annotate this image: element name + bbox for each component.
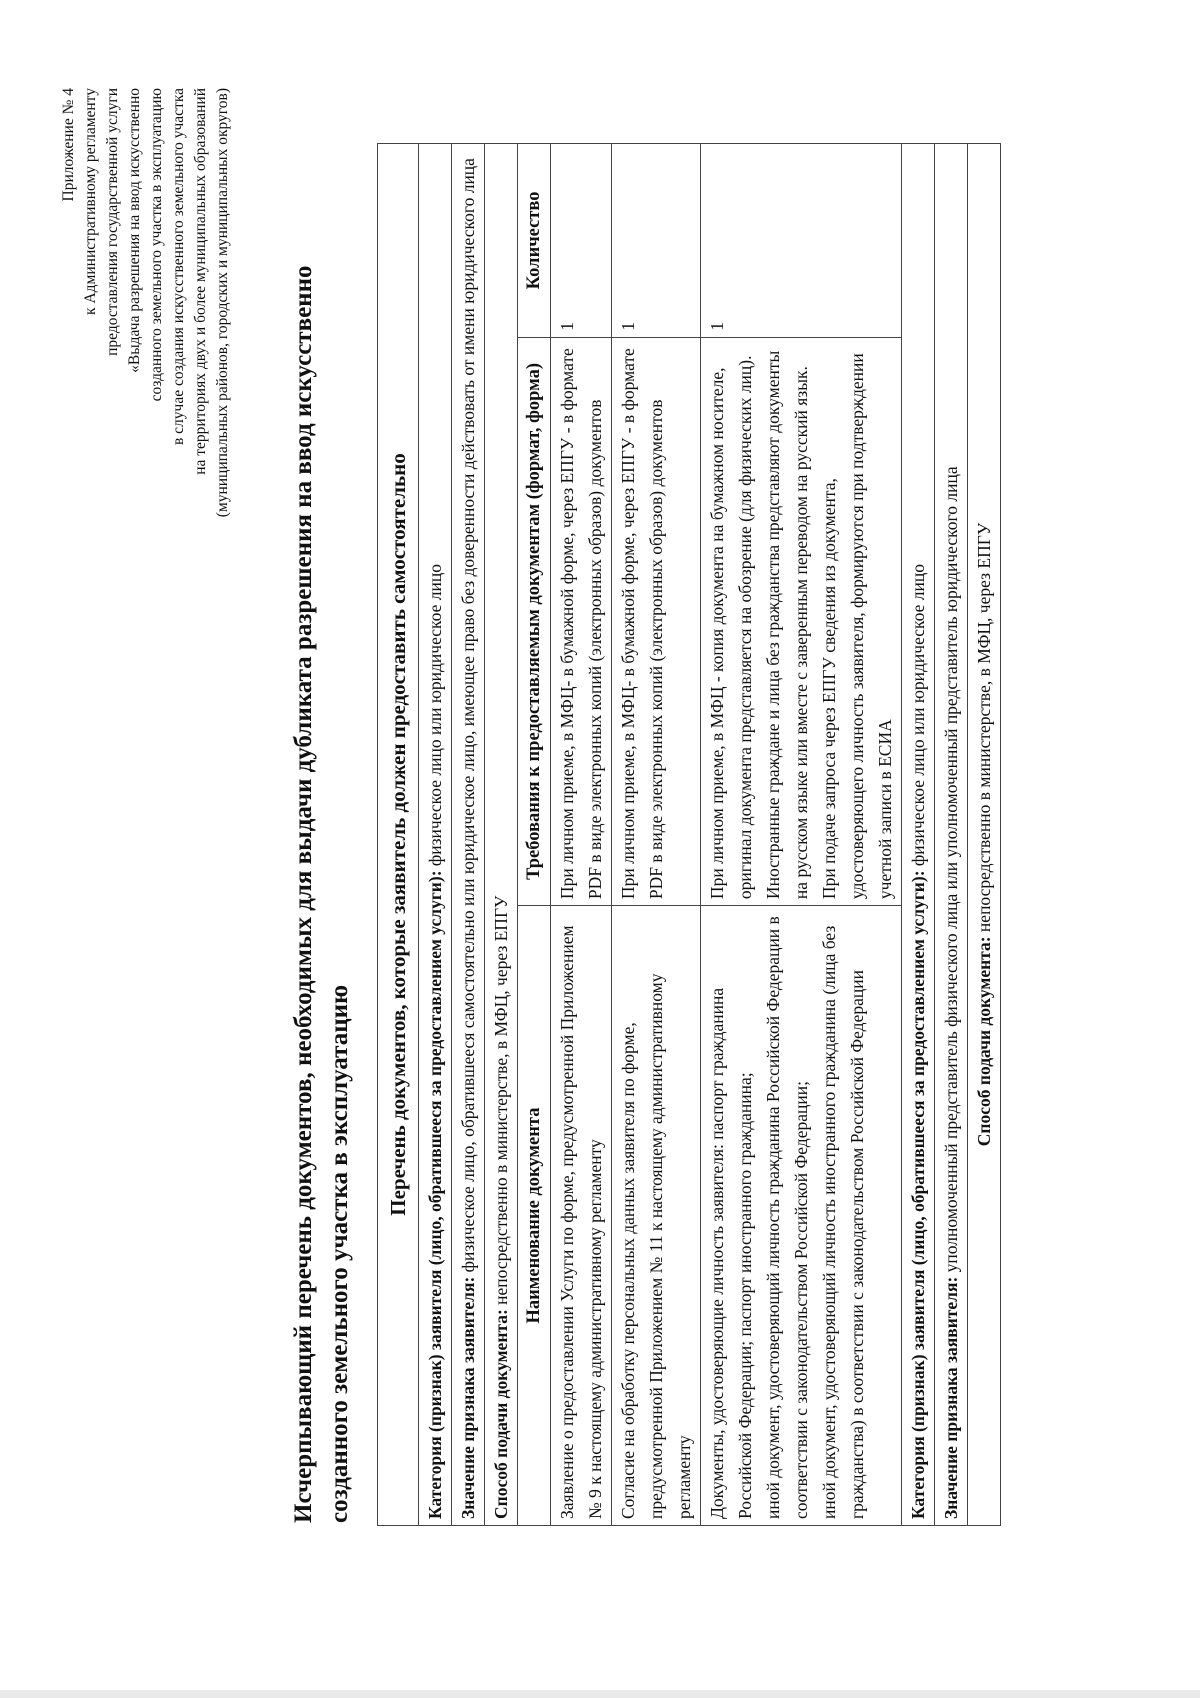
appendix-line: Приложение № 4 [60, 88, 77, 202]
applicant-category-2 [902, 144, 935, 1526]
table-row [612, 144, 701, 1526]
doc-requirements-line: Иностранные граждане и лица без гражданства представляют документы на русском языке или вместе с заверенным переводом на русский язык. [763, 350, 811, 900]
submission-method-2 [968, 144, 1001, 1526]
doc-quantity: 1 [701, 144, 902, 338]
table-row [551, 144, 612, 1526]
doc-quantity: 1 [612, 144, 701, 338]
table-header-row [518, 144, 551, 1526]
appendix-line: «Выдача разрешения на ввод искусственно [126, 88, 143, 373]
category-value: физическое лицо или юридическое лицо [425, 564, 445, 871]
sign-value: уполномоченный представитель физического лица или уполномоченный представитель юридического лица [941, 466, 961, 1277]
doc-name: Заявление о предоставлении Услуги по форме, предусмотренной Приложением № 9 к настоящему административному регламенту [551, 906, 612, 1526]
sign-label: Значение признака заявителя: [458, 1276, 478, 1519]
doc-name-line: Документы, удостоверяющие личность заявителя: паспорт гражданина Российской Федерации; паспорт иностранного гражданина; [707, 987, 755, 1519]
method-label: Способ подачи документа: [974, 936, 994, 1147]
appendix-line: созданного земельного участка в эксплуатацию [148, 88, 165, 402]
scan-edge [0, 1690, 1200, 1698]
header-quantity: Количество [518, 144, 551, 338]
doc-requirements-line: При подаче запроса через ЕПГУ сведения из документа, удостоверяющего личность заявителя, формируются при подтверждении учетной записи в ЕСИА [819, 353, 895, 900]
category-value: физическое лицо или юридическое лицо [908, 564, 928, 871]
doc-name-line: иной документ, удостоверяющий личность иностранного гражданина (лица без гражданства) в соответствии с законодательством Российской Федерации [819, 925, 867, 1519]
appendix-line: на территориях двух и более муниципальных образований [192, 88, 209, 475]
method-value: непосредственно в министерстве, в МФЦ, через ЕПГУ [491, 895, 511, 1310]
doc-requirements-line: При личном приеме, в МФЦ - копия документа на бумажном носителе, оригинал документа представляется на обозрение (для физических лиц). [707, 355, 755, 900]
doc-quantity: 1 [551, 144, 612, 338]
doc-name: Согласие на обработку персональных данных заявителя по форме, предусмотренной Приложением № 11 к настоящему административному регламенту [612, 906, 701, 1526]
sign-label: Значение признака заявителя: [941, 1276, 961, 1519]
doc-name [701, 906, 902, 1526]
section-title: Перечень документов, которые заявитель должен предоставить самостоятельно [378, 144, 419, 1526]
documents-table [377, 143, 1001, 1526]
category-label: Категория (признак) заявителя (лицо, обратившееся за предоставлением услуги): [908, 870, 928, 1519]
header-requirements: Требования к предоставляемым документам (формат, форма) [518, 337, 551, 905]
method-value: непосредственно в министерстве, в МФЦ, через ЕПГУ [974, 522, 994, 937]
appendix-line: предоставления государственной услуги [104, 88, 121, 356]
appendix-line: к Административному регламенту [82, 88, 99, 315]
applicant-sign [452, 144, 485, 1526]
submission-method [485, 144, 518, 1526]
method-label: Способ подачи документа: [491, 1309, 511, 1519]
doc-requirements [701, 337, 902, 905]
appendix-line: в случае создания искусственного земельного участка [170, 88, 187, 446]
doc-requirements: При личном приеме, в МФЦ- в бумажной форме, через ЕПГУ - в формате PDF в виде электронных копий (электронных образов) документов [551, 337, 612, 905]
document-title: Исчерпывающий перечень документов, необходимых для выдачи дубликата разрешения на ввод искусственно созданного земельного участка в эксплуатацию [290, 265, 353, 1523]
appendix-line: (муниципальных районов, городских и муниципальных округов) [214, 88, 231, 518]
applicant-category [419, 144, 452, 1526]
table-row [701, 144, 902, 1526]
appendix-header [58, 88, 234, 708]
applicant-sign-2 [935, 144, 968, 1526]
header-name: Наименование документа [518, 906, 551, 1526]
category-label: Категория (признак) заявителя (лицо, обратившееся за предоставлением услуги): [425, 870, 445, 1519]
doc-name-line: иной документ, удостоверяющий личность гражданина Российской Федерации в соответствии с законодательством Российской Федерации; [763, 916, 811, 1519]
sign-value: физическое лицо, обратившееся самостоятельно или юридическое лицо, имеющее право без доверенности действовать от имени юридического лица [458, 158, 478, 1277]
doc-requirements: При личном приеме, в МФЦ- в бумажной форме, через ЕПГУ - в формате PDF в виде электронных копий (электронных образов) документов [612, 337, 701, 905]
